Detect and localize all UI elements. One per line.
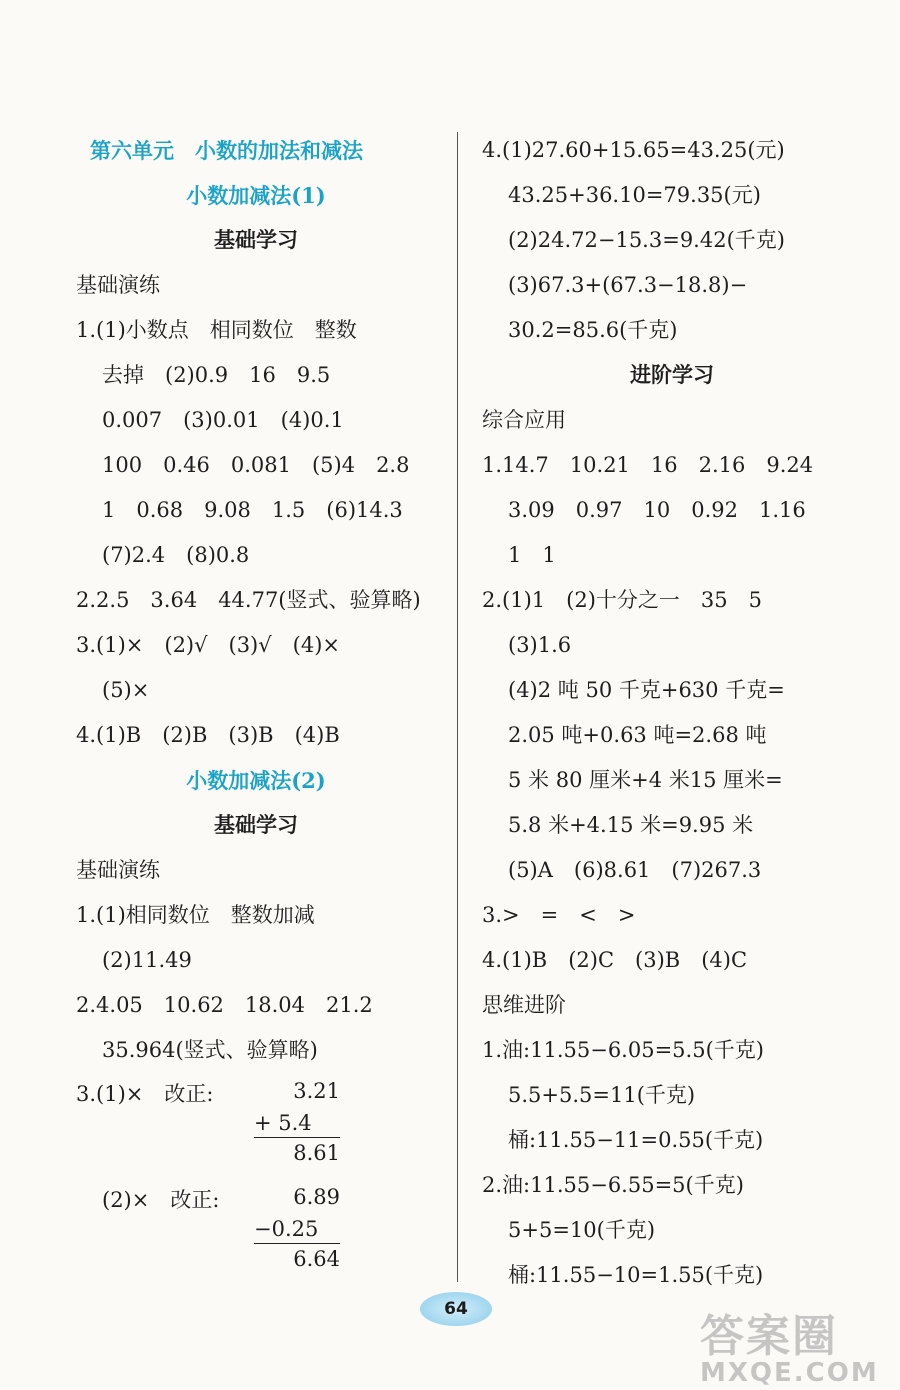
calc-operand: + 5.4 [254, 1109, 340, 1138]
answer-line: 4.(1)27.60+15.65=43.25(元) [482, 138, 785, 162]
subsection-title-applied: 综合应用 [482, 408, 566, 432]
section-title-advanced: 进阶学习 [630, 363, 714, 387]
section-title-basic-2: 基础学习 [214, 813, 298, 837]
subsection-title-practice-2: 基础演练 [76, 858, 160, 882]
subsection-title-practice-1: 基础演练 [76, 273, 160, 297]
answer-line: 1.(1)小数点 相同数位 整数 [76, 318, 357, 342]
answer-line: 1.(1)相同数位 整数加减 [76, 903, 315, 927]
calc-top-number: 6.89 [293, 1185, 340, 1209]
answer-line: 2.4.05 10.62 18.04 21.2 [76, 993, 373, 1017]
calc-result: 6.64 [293, 1247, 340, 1271]
answer-line: (7)2.4 (8)0.8 [102, 543, 250, 567]
answer-line: 3.09 0.97 10 0.92 1.16 [508, 498, 806, 522]
answer-line: 去掉 (2)0.9 16 9.5 [102, 363, 331, 387]
answer-line: (3)1.6 [508, 633, 572, 657]
answer-line: 5+5=10(千克) [508, 1218, 656, 1242]
answer-line: 1.油:11.55−6.05=5.5(千克) [482, 1038, 764, 1062]
subsection-title-thinking: 思维进阶 [482, 993, 566, 1017]
answer-line: 1.14.7 10.21 16 2.16 9.24 [482, 453, 814, 477]
calc-top-number: 3.21 [293, 1079, 340, 1103]
section-title-basic-1: 基础学习 [214, 228, 298, 252]
answer-line: (5)× [102, 678, 150, 702]
answer-line: (3)67.3+(67.3−18.8)− [508, 273, 748, 297]
lesson-title-1: 小数加减法(1) [186, 183, 326, 208]
answer-line: 桶:11.55−11=0.55(千克) [508, 1128, 764, 1152]
answer-line: 43.25+36.10=79.35(元) [508, 183, 761, 207]
right-column [482, 128, 862, 1298]
answer-line: 2.(1)1 (2)十分之一 35 5 [482, 588, 762, 612]
vertical-calculation-1 [76, 1079, 436, 1167]
calc-operand: −0.25 [254, 1215, 340, 1244]
page-number: 64 [420, 1292, 492, 1326]
vertical-calculation-2 [102, 1185, 436, 1273]
answer-line: (2)24.72−15.3=9.42(千克) [508, 228, 785, 252]
lesson-title-2: 小数加减法(2) [186, 768, 326, 793]
answer-line: (2)11.49 [102, 948, 192, 972]
answer-line: 100 0.46 0.081 (5)4 2.8 [102, 453, 410, 477]
watermark-url: MXQE.COM [700, 1358, 879, 1388]
answer-line: 5 米 80 厘米+4 米15 厘米= [508, 768, 783, 792]
answer-line: 4.(1)B (2)B (3)B (4)B [76, 723, 340, 747]
answer-line: 3.> = < > [482, 903, 636, 927]
answer-line: 2.油:11.55−6.55=5(千克) [482, 1173, 744, 1197]
answer-line: 1 0.68 9.08 1.5 (6)14.3 [102, 498, 403, 522]
answer-line: 0.007 (3)0.01 (4)0.1 [102, 408, 344, 432]
calc-label: 3.(1)× 改正: [76, 1082, 214, 1106]
answer-line: 桶:11.55−10=1.55(千克) [508, 1263, 764, 1287]
answer-line: 2.2.5 3.64 44.77(竖式、验算略) [76, 588, 421, 612]
calc-result: 8.61 [293, 1141, 340, 1165]
answer-line: 35.964(竖式、验算略) [102, 1038, 318, 1062]
column-divider [457, 132, 458, 1282]
answer-line: (5)A (6)8.61 (7)267.3 [508, 858, 762, 882]
calc-label: (2)× 改正: [102, 1188, 220, 1212]
answer-line: 5.8 米+4.15 米=9.95 米 [508, 813, 754, 837]
answer-line: 2.05 吨+0.63 吨=2.68 吨 [508, 723, 767, 747]
answer-line: 4.(1)B (2)C (3)B (4)C [482, 948, 748, 972]
unit-title: 第六单元 小数的加法和减法 [90, 138, 363, 163]
watermark-logo [700, 1300, 890, 1388]
answer-line: 5.5+5.5=11(千克) [508, 1083, 696, 1107]
watermark-text: 答案圈 [700, 1311, 838, 1362]
answer-line: 3.(1)× (2)√ (3)√ (4)× [76, 633, 340, 657]
answer-line: (4)2 吨 50 千克+630 千克= [508, 678, 785, 702]
answer-line: 30.2=85.6(千克) [508, 318, 678, 342]
left-column [76, 128, 436, 1273]
answer-line: 1 1 [508, 543, 556, 567]
